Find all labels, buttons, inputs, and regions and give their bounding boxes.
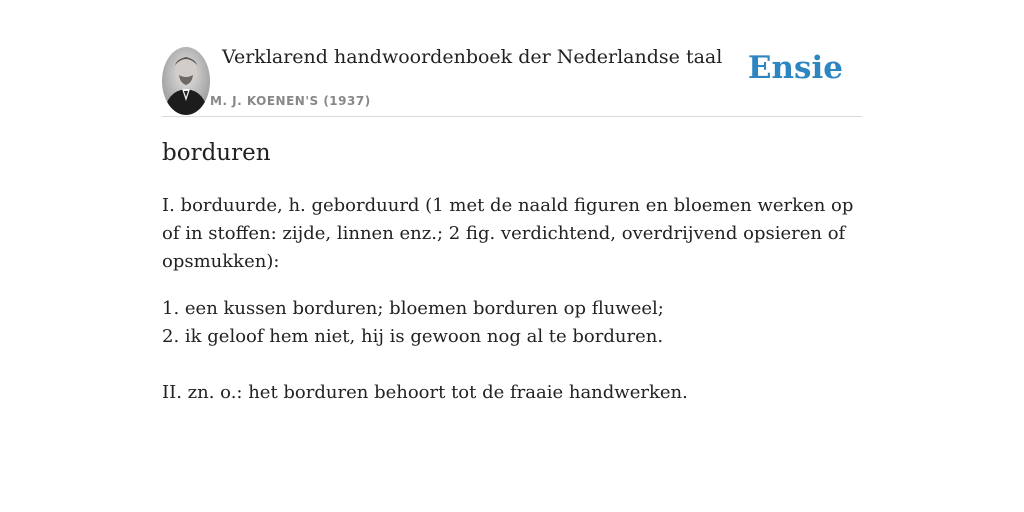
example-item: 1. een kussen borduren; bloemen borduren op fluweel;	[162, 298, 664, 319]
example-list	[162, 295, 862, 351]
header	[162, 0, 862, 117]
book-author: M. J. KOENEN'S (1937)	[210, 94, 371, 108]
entry-sense-two: II. zn. o.: het borduren behoort tot de fraaie handwerken.	[162, 382, 688, 403]
page	[162, 0, 862, 403]
ensie-logo-link[interactable]: Ensie	[747, 50, 843, 86]
example-item: 2. ik geloof hem niet, hij is gewoon nog al te borduren.	[162, 326, 664, 347]
author-portrait-image	[162, 47, 210, 115]
entry-definition: I. borduurde, h. geborduurd (1 met de naald figuren en bloemen werken op of in stoffen: zijde, linnen enz.; 2 fig. verdichtend, overdrijvend opsieren of opsmukken):	[162, 195, 854, 272]
entry-headword: borduren	[162, 140, 271, 166]
book-title: Verklarend handwoordenboek der Nederlandse taal	[222, 46, 723, 68]
